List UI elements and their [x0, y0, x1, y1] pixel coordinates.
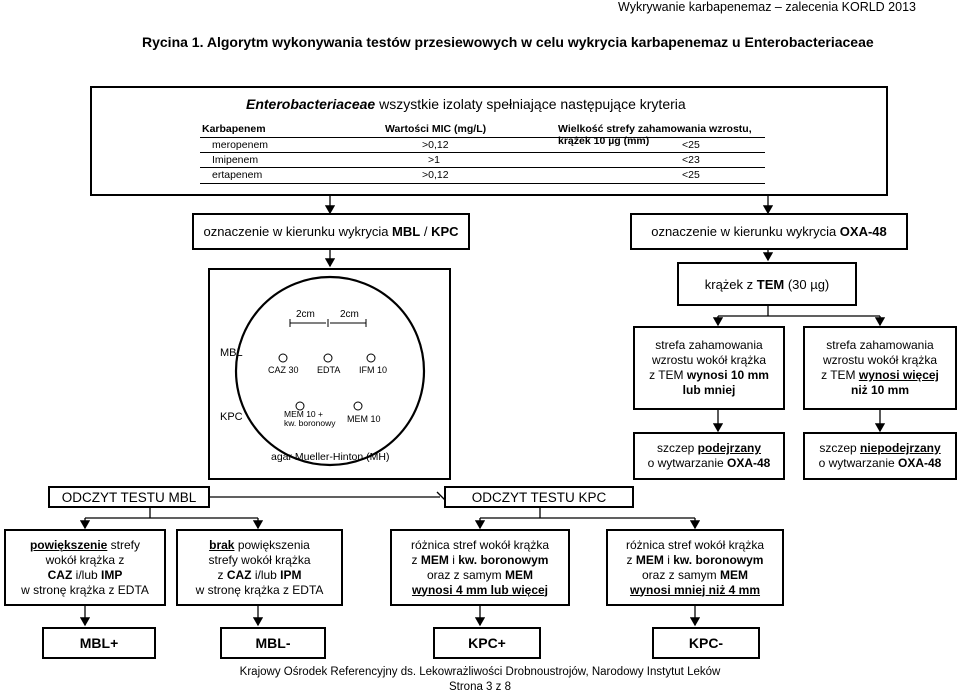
result-mbl-negative: MBL-: [220, 627, 326, 659]
result-mbl-positive: MBL+: [42, 627, 156, 659]
row-drug: ertapenem: [212, 169, 263, 181]
row-mic: >0,12: [422, 139, 449, 151]
mbl-positive-criteria-box: powiększenie strefy wokół krążka z CAZ i/lub IMP w stronę krążka z EDTA: [4, 529, 166, 606]
footer-page-number: Strona 3 z 8: [448, 681, 511, 693]
mbl-kpc-test-box: oznaczenie w kierunku wykrycia MBL / KPC: [192, 213, 470, 250]
row-zone: <25: [682, 169, 700, 181]
read-mbl-test-box: ODCZYT TESTU MBL: [48, 486, 210, 508]
criteria-heading-text: wszystkie izolaty spełniające następujące kryteria: [375, 96, 686, 112]
plate-distance-label: 2cm: [340, 309, 359, 320]
col-mic: Wartości MIC (mg/L): [385, 123, 487, 135]
disk-edta-label: EDTA: [317, 365, 341, 375]
oxa48-test-box: oznaczenie w kierunku wykrycia OXA-48: [630, 213, 908, 250]
mbl-negative-criteria-box: brak powiększenia strefy wokół krążka z CAZ i/lub IPM w stronę krążka z EDTA: [176, 529, 343, 606]
disk-ifm-label: IFM 10: [359, 365, 388, 375]
row-drug: Imipenem: [212, 154, 259, 166]
kpc-negative-criteria-box: różnica stref wokół krążka z MEM i kw. boronowym oraz z samym MEM wynosi mniej niż 4 mm: [606, 529, 784, 606]
disk-mem-label: MEM 10: [347, 414, 381, 424]
row-drug: meropenem: [212, 139, 269, 151]
result-kpc-positive: KPC+: [433, 627, 541, 659]
criteria-heading: [246, 96, 686, 112]
plate-row-mbl: MBL: [220, 347, 243, 359]
disk-mem-boronic-label: MEM 10 + kw. boronowy: [284, 409, 336, 428]
kpc-positive-criteria-box: różnica stref wokół krążka z MEM i kw. boronowym oraz z samym MEM wynosi 4 mm lub więcej: [390, 529, 570, 606]
plate-row-kpc: KPC: [220, 411, 243, 423]
criteria-heading-species: Enterobacteriaceae: [246, 96, 376, 112]
plate-caption: agar Mueller-Hinton (MH): [271, 451, 390, 463]
not-suspect-oxa48-box: szczep niepodejrzany o wytwarzanie OXA-48: [803, 432, 957, 480]
row-mic: >0,12: [422, 169, 449, 181]
plate-distance-label: 2cm: [296, 309, 315, 320]
criteria-row: [200, 137, 765, 153]
row-zone: <23: [682, 154, 700, 166]
zone-more-than-10mm-box: strefa zahamowania wzrostu wokół krążka z TEM wynosi więcej niż 10 mm: [803, 326, 957, 410]
figure-title: Rycina 1. Algorytm wykonywania testów przesiewowych w celu wykrycia karbapenemaz u Enterobacteriaceae: [142, 34, 874, 50]
running-header: Wykrywanie karbapenemaz – zalecenia KORLD 2013: [618, 0, 916, 14]
zone-10mm-or-less-box: strefa zahamowania wzrostu wokół krążka z TEM wynosi 10 mm lub mniej: [633, 326, 785, 410]
row-mic: >1: [428, 154, 440, 166]
criteria-row: [200, 167, 765, 184]
col-zone: Wielkość strefy zahamowania wzrostu, krążek 10 µg (mm): [558, 123, 752, 147]
col-carbapenem: Karbapenem: [202, 123, 266, 135]
tem-disc-box: krążek z TEM (30 µg): [677, 262, 857, 306]
suspect-oxa48-box: szczep podejrzany o wytwarzanie OXA-48: [633, 432, 785, 480]
read-kpc-test-box: ODCZYT TESTU KPC: [444, 486, 634, 508]
result-kpc-negative: KPC-: [652, 627, 760, 659]
criteria-row: [200, 152, 765, 168]
row-zone: <25: [682, 139, 700, 151]
footer-institution: Krajowy Ośrodek Referencyjny ds. Lekowrażliwości Drobnoustrojów, Narodowy Instytut Leków: [239, 666, 721, 678]
disk-caz-label: CAZ 30: [268, 365, 299, 375]
